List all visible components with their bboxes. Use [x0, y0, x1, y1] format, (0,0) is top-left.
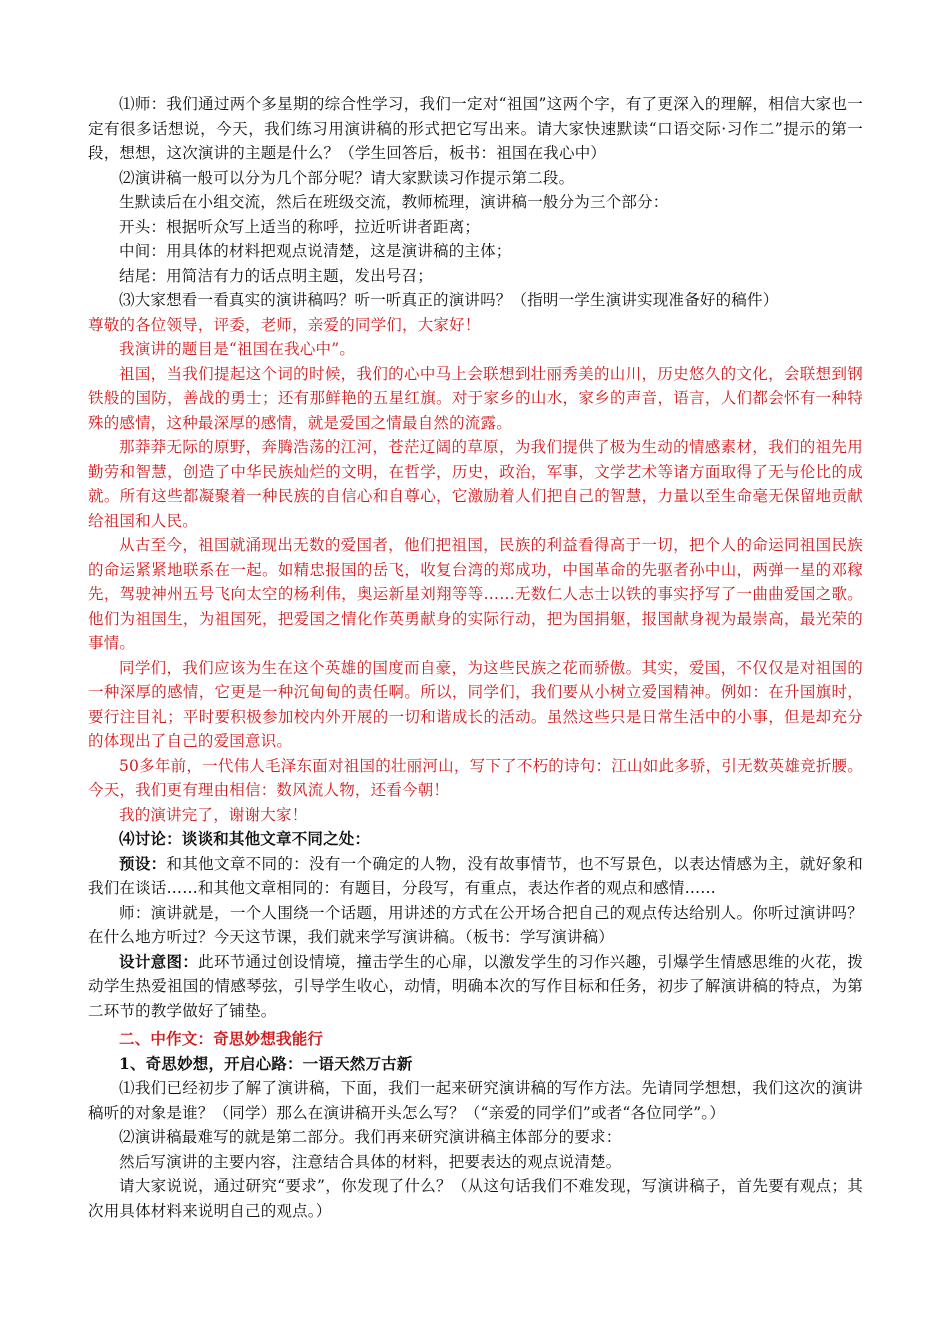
- teacher-paragraph: 师：演讲就是，一个人围绕一个话题，用讲述的方式在公开场合把自己的观点传达给别人。你听过演讲吗？在什么地方听过？今天这节课，我们就来学写演讲稿。（板书：学写演讲稿）: [88, 903, 863, 946]
- design-intent-paragraph: [88, 950, 863, 1024]
- paragraph: 生默读后在小组交流，然后在班级交流，教师梳理，演讲稿一般分为三个部分：: [119, 193, 669, 211]
- section-heading: 二、中作文：奇思妙想我能行: [119, 1029, 324, 1048]
- speech-title-line: 我演讲的题目是“祖国在我心中”。: [119, 340, 356, 358]
- speech-paragraph: 同学们，我们应该为生在这个英雄的国度而自豪，为这些民族之花而骄傲。其实，爱国，不仅仅是对祖国的一种深厚的感情，它更是一种沉甸甸的责任啊。所以，同学们，我们要从小树立爱国精神。例如：在升国旗时，要行注目礼；平时要积极参加校内外开展的一切和谐成长的活动。虽然这些只是日常生活中的小事，但是却充分的体现出了自己的爱国意识。: [88, 658, 863, 750]
- preset-label: 预设：: [119, 853, 167, 873]
- paragraph: 然后写演讲的主要内容，注意结合具体的材料，把要表达的观点说清楚。: [119, 1152, 622, 1171]
- paragraph: ⑴我们已经初步了解了演讲稿，下面，我们一起来研究演讲稿的写作方法。先请同学想想，我们这次的演讲稿听的对象是谁？（同学）那么在演讲稿开头怎么写？（“亲爱的同学们”或者“各位同学”。）: [88, 1079, 863, 1122]
- design-intent-text: 此环节通过创设情境，撞击学生的心扉，以激发学生的习作兴趣，引爆学生情感思维的火花，拨动学生热爱祖国的情感琴弦，引导学生收心，动情，明确本次的写作目标和任务，初步了解演讲稿的特点，为第二环节的教学做好了铺垫。: [88, 952, 863, 1020]
- document-page: [88, 92, 863, 1223]
- speech-paragraph: 祖国，当我们提起这个词的时候，我们的心中马上会联想到壮丽秀美的山川，历史悠久的文化，会联想到钢铁般的国防，善战的勇士；还有那鲜艳的五星红旗。对于家乡的山水，家乡的声音，语言，人们都会怀有一种特殊的感情，这种最深厚的感情，就是爱国之情最自然的流露。: [88, 364, 863, 432]
- preset-paragraph: [88, 852, 863, 901]
- paragraph: 中间：用具体的材料把观点说清楚，这是演讲稿的主体；: [119, 242, 512, 260]
- design-intent-label: 设计意图：: [119, 951, 199, 971]
- paragraph: ⑵演讲稿一般可以分为几个部分呢？请大家默读习作提示第二段。: [119, 168, 575, 187]
- paragraph: ⑴师：我们通过两个多星期的综合性学习，我们一定对“祖国”这两个字，有了更深入的理解，相信大家也一定有很多话想说，今天，我们练习用演讲稿的形式把它写出来。请大家快速默读“口语交际·习作二”提示的第一段，想想，这次演讲的主题是什么？（学生回答后，板书：祖国在我心中）: [88, 95, 863, 162]
- speech-paragraph: 从古至今，祖国就涌现出无数的爱国者，他们把祖国，民族的利益看得高于一切，把个人的命运同祖国民族的命运紧紧地联系在一起。如精忠报国的岳飞，收复台湾的郑成功，中国革命的先驱者孙中山，两弹一星的邓稼先，驾驶神州五号飞向太空的杨利伟，奥运新星刘翔等等……无数仁人志士以铁的事实抒写了一曲曲爱国之歌。他们为祖国生，为祖国死，把爱国之情化作英勇献身的实际行动，把为国捐躯，报国献身视为最崇高，最光荣的事情。: [88, 536, 863, 652]
- speech-greeting: 尊敬的各位领导，评委，老师，亲爱的同学们，大家好！: [88, 315, 481, 334]
- speech-closing: 我的演讲完了，谢谢大家！: [119, 805, 308, 824]
- speech-paragraph: 50多年前，一代伟人毛泽东面对祖国的壮丽河山，写下了不朽的诗句：江山如此多骄，引无数英雄竞折腰。今天，我们更有理由相信：数风流人物，还看今朝！: [88, 756, 863, 799]
- paragraph: 结尾：用简洁有力的话点明主题，发出号召；: [119, 266, 434, 285]
- paragraph: ⑶大家想看一看真实的演讲稿吗？听一听真正的演讲吗？（指明一学生演讲实现准备好的稿件）: [119, 291, 779, 309]
- paragraph: 开头：根据听众写上适当的称呼，拉近听讲者距离；: [119, 217, 481, 236]
- speech-paragraph: 那莽莽无际的原野，奔腾浩荡的江河，苍茫辽阔的草原，为我们提供了极为生动的情感素材，我们的祖先用勤劳和智慧，创造了中华民族灿烂的文明，在哲学，历史，政治，军事，文学艺术等诸方面取得了无与伦比的成就。所有这些都凝聚着一种民族的自信心和自尊心，它激励着人们把自己的智慧，力量以至生命毫无保留地贡献给祖国和人民。: [88, 438, 863, 530]
- subsection-heading: 1、奇思妙想，开启心路：一语天然万古新: [119, 1053, 413, 1073]
- paragraph: 请大家说说，通过研究“要求”，你发现了什么？（从这句话我们不难发现，写演讲稿子，首先要有观点；其次用具体材料来说明自己的观点。）: [88, 1177, 863, 1220]
- preset-text: 和其他文章不同的：没有一个确定的人物，没有故事情节，也不写景色，以表达情感为主，就好象和我们在谈话……和其他文章相同的：有题目，分段写，有重点，表达作者的观点和感情……: [88, 854, 863, 897]
- discussion-heading: ⑷讨论：谈谈和其他文章不同之处：: [119, 829, 371, 848]
- paragraph: ⑵演讲稿最难写的就是第二部分。我们再来研究演讲稿主体部分的要求：: [119, 1128, 622, 1146]
